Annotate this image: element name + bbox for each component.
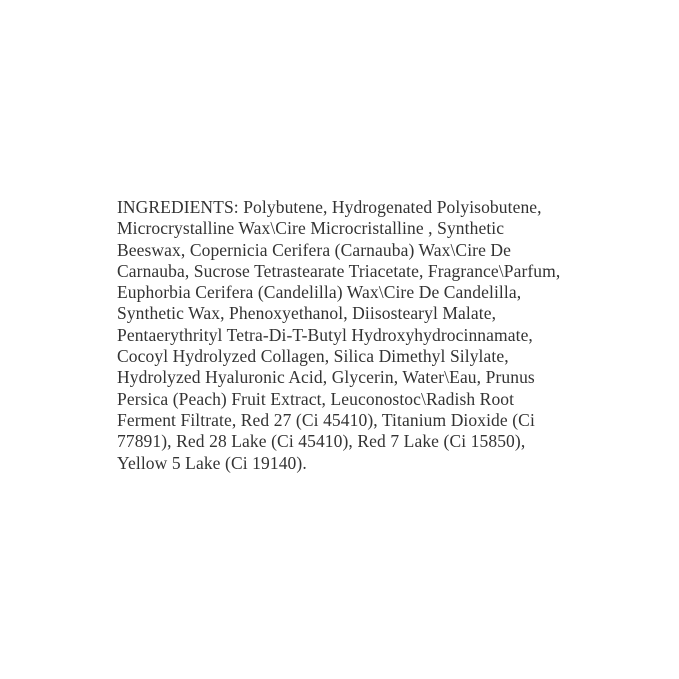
ingredients-line-8: Cocoyl Hydrolyzed Collagen, Silica Dimethyl Silylate, bbox=[117, 346, 509, 367]
ingredients-line-4: Carnauba, Sucrose Tetrastearate Triacetate, Fragrance\Parfum, bbox=[117, 260, 561, 281]
ingredients-line-5: Euphorbia Cerifera (Candelilla) Wax\Cire De Candelilla, bbox=[117, 282, 522, 303]
ingredients-line-1: INGREDIENTS: Polybutene, Hydrogenated Polyisobutene, bbox=[117, 197, 542, 217]
ingredients-line-3: Beeswax, Copernicia Cerifera (Carnauba) Wax\Cire De bbox=[117, 239, 512, 260]
ingredients-line-2: Microcrystalline Wax\Cire Microcristalline , Synthetic bbox=[117, 218, 505, 239]
ingredients-line-10: Persica (Peach) Fruit Extract, Leuconostoc\Radish Root bbox=[117, 388, 515, 409]
ingredients-line-7: Pentaerythrityl Tetra-Di-T-Butyl Hydroxyhydrocinnamate, bbox=[117, 324, 533, 345]
ingredients-line-11: Ferment Filtrate, Red 27 (Ci 45410), Titanium Dioxide (Ci bbox=[117, 409, 535, 430]
ingredients-line-9: Hydrolyzed Hyaluronic Acid, Glycerin, Water\Eau, Prunus bbox=[117, 367, 535, 388]
ingredients-line-13: Yellow 5 Lake (Ci 19140). bbox=[117, 452, 307, 473]
ingredients-line-12: 77891), Red 28 Lake (Ci 45410), Red 7 Lake (Ci 15850), bbox=[117, 431, 526, 452]
ingredients-line-6: Synthetic Wax, Phenoxyethanol, Diisostearyl Malate, bbox=[117, 303, 497, 324]
ingredients-text-block bbox=[117, 197, 587, 474]
